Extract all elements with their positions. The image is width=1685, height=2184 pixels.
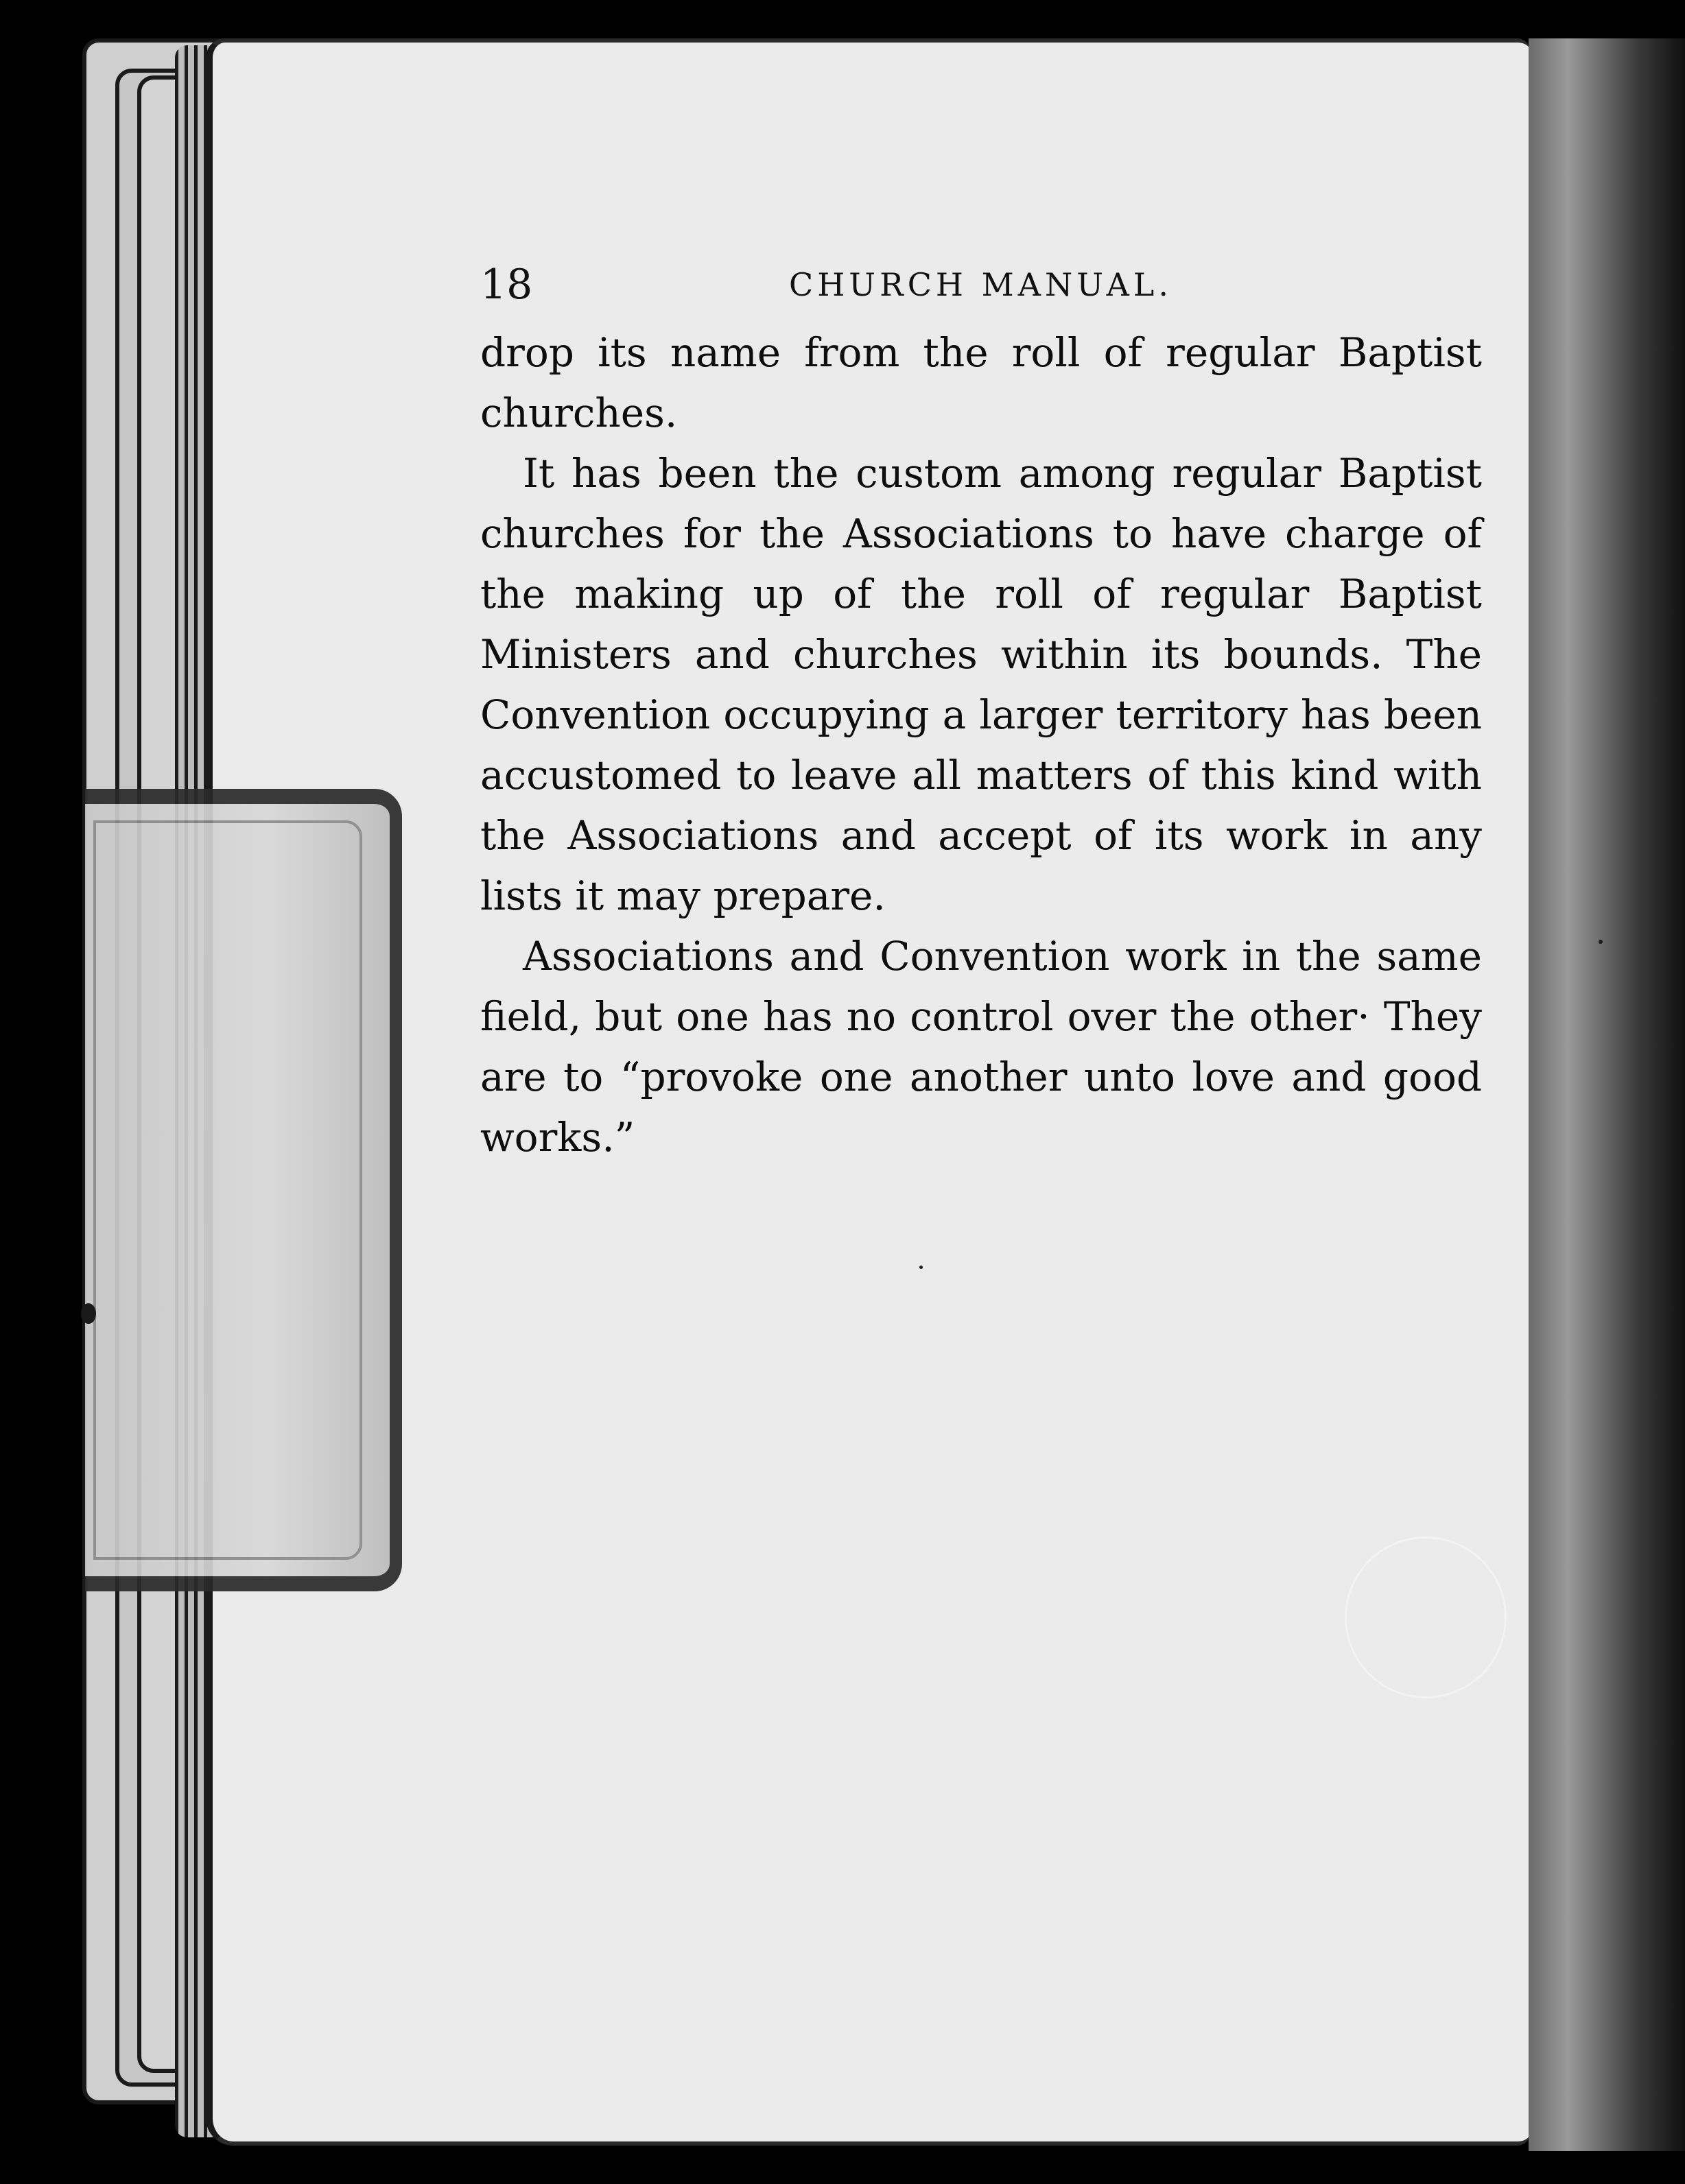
running-title: CHURCH MANUAL. xyxy=(789,266,1173,303)
book-spine-shadow xyxy=(1529,38,1685,2151)
paragraph-associations-roll: It has been the custom among regular Baptist churches for the Associations to have charge of the making up of the roll of regular Baptist Ministers and churches within its bounds. The Convention occupying a larger territory has been accustomed to leave all matters of this kind with the Associations and accept of its work in any lists it may prepare. xyxy=(480,450,1482,919)
page-clip xyxy=(85,789,402,1591)
paragraph-same-field: Associations and Convention work in the same field, but one has no control over the other· They are to “provoke one another unto love and good works.” xyxy=(480,933,1482,1161)
page-number: 18 xyxy=(480,261,533,309)
dust-speck xyxy=(1599,940,1603,944)
page-clip-inner xyxy=(93,820,362,1560)
paragraph-continuation: drop its name from the roll of regular Baptist churches. xyxy=(480,329,1482,436)
dust-speck xyxy=(919,1266,923,1269)
dust-speck xyxy=(81,1303,96,1324)
body-text xyxy=(480,322,1482,1167)
film-scratch xyxy=(1345,1536,1507,1698)
page-header xyxy=(480,261,1482,316)
